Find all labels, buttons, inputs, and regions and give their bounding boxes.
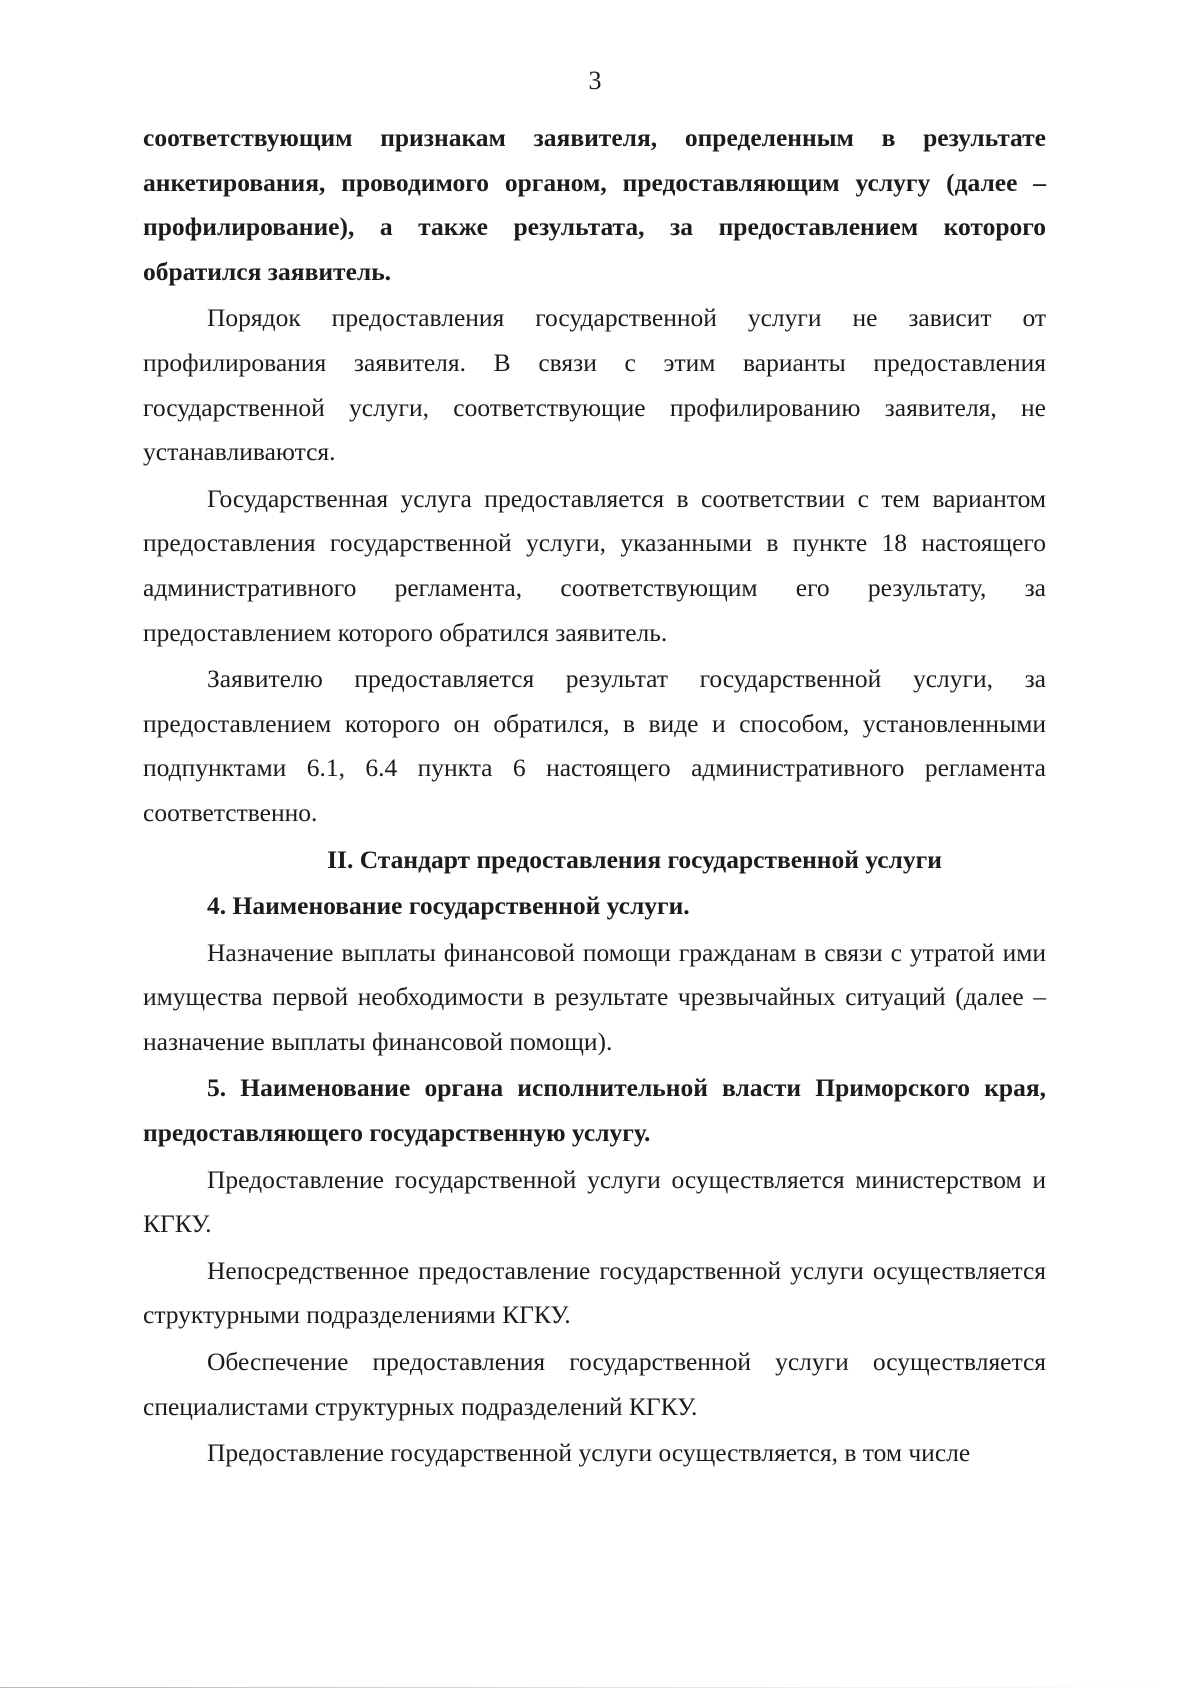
paragraph-service-name-text: Назначение выплаты финансовой помощи гражданам в связи с утратой ими имущества первой необходимости в результате чрезвычайных ситуаций (далее – назначение выплаты финансовой помощи). [143, 937, 1046, 1056]
paragraph-service-variant: Государственная услуга предоставляется в соответствии с тем вариантом предоставления государственной услуги, указанными в пункте 18 настоящего административного регламента, соответствующим его результату, за предоставлением которого обратился заявитель. [143, 483, 1046, 647]
scan-edge-line [0, 1687, 1200, 1688]
paragraph-procedure-independence: Порядок предоставления государственной услуги не зависит от профилирования заявителя. В связи с этим варианты предоставления государственной услуги, соответствующие профилированию заявителя, не устанавливаются. [143, 303, 1046, 467]
paragraph-ministry-kgku: Предоставление государственной услуги осуществляется министерством и КГКУ. [143, 1164, 1046, 1239]
page-number: 3 [588, 66, 602, 95]
paragraph-direct-provision: Непосредственное предоставление государственной услуги осуществляется структурными подразделениями КГКУ. [143, 1255, 1046, 1330]
document-body [143, 116, 1046, 1478]
heading-service-name: 4. Наименование государственной услуги. [207, 891, 690, 921]
heading-authority-name: 5. Наименование органа исполнительной власти Приморского края, предоставляющего государственную услугу. [143, 1073, 1046, 1148]
paragraph-result-provision: Заявителю предоставляется результат государственной услуги, за предоставлением которого он обратился, в виде и способом, установленными подпунктами 6.1, 6.4 пункта 6 настоящего административного регламента соответственно. [143, 664, 1046, 827]
section-heading-standard: II. Стандарт предоставления государственной услуги [327, 844, 942, 874]
paragraph-provision-including: Предоставление государственной услуги осуществляется, в том числе [207, 1438, 971, 1468]
paragraph-provision-support: Обеспечение предоставления государственной услуги осуществляется специалистами структурных подразделений КГКУ. [143, 1347, 1046, 1421]
paragraph-profiling-continued: соответствующим признакам заявителя, определенным в результате анкетирования, проводимого органом, предоставляющим услугу (далее – профилирование), а также результата, за предоставлением которого обратился заявитель. [143, 123, 1046, 286]
